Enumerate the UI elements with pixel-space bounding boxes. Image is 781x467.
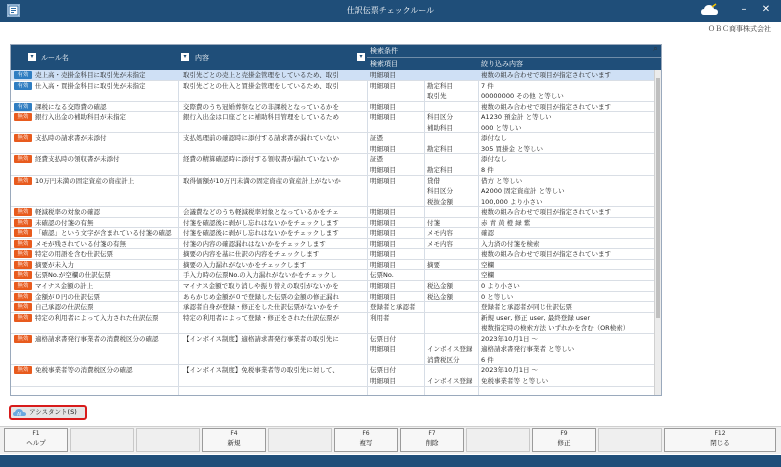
header-search-item[interactable]: 検索項目 [370,60,398,68]
filter-value-cell: 添付なし [481,134,507,143]
content-cell: 特定の利用者によって登録・修正をされた仕訳伝票が [183,313,339,322]
search-item-cell: 明細項目 [370,376,396,385]
content-cell: 支払処理前の確認時に添付する請求書が漏れていない [183,134,339,143]
search-subitem-cell [427,323,478,333]
search-subitem-cell: メモ内容 [427,229,453,238]
table-row[interactable] [11,334,654,366]
vertical-scrollbar[interactable] [654,70,661,396]
svg-text:AI: AI [17,412,22,418]
rule-name-cell: 未確認の付箋の有無 [35,218,94,227]
status-badge: 無効 [14,314,32,322]
fkey-copy-button[interactable] [334,428,398,452]
search-subitem-cell: 貸借 [427,176,440,185]
content-cell: 銀行入出金は口座ごとに補助科目管理をしているため [183,113,339,122]
search-subitem-cell: インボイス登録 [427,376,473,385]
rule-name-cell: 支払時の請求書が未添付 [35,134,107,143]
rule-name-cell: 銀行入出金の補助科目が未指定 [35,113,126,122]
company-name: ＯＢＣ商事株式会社 [708,25,771,33]
filter-value-cell: 空欄 [481,260,494,269]
search-item-cell: 明細項目 [370,71,396,79]
filter-value-cell: 8 件 [481,165,494,174]
fkey-number: F12 [714,430,726,437]
content-cell: 摘要の入力漏れがないかをチェックします [183,260,307,269]
search-item-cell: 明細項目 [370,345,396,354]
search-subitem-cell: 勘定科目 [427,144,453,153]
filter-value-cell: 入力済の付箋を検索 [481,239,540,248]
assistant-label: アシスタント(S) [29,408,77,416]
fkey-help-button[interactable] [4,428,68,452]
status-badge: 有効 [14,82,32,90]
fkey-number: F6 [362,430,370,437]
table-row[interactable] [11,133,654,154]
content-cell: 付箋を確認後に剥がし忘れはないかをチェックします [183,218,339,227]
ai-assistant-icon [13,408,27,418]
rule-name-cell: 特定の用語を含む仕訳伝票 [35,250,113,259]
filter-value-cell: 305 買掛金 と等しい [481,144,544,153]
status-badge: 無効 [14,134,32,142]
content-cell: 手入力時の伝票No.の入力漏れがないかをチェックし [183,271,337,280]
header-search-condition: 検索条件 [370,47,398,55]
search-item-cell: 明細項目 [370,239,396,248]
status-badge: 無効 [14,229,32,237]
search-subitem-cell [427,302,478,312]
search-item-cell: 明細項目 [370,208,396,217]
fkey-number: F7 [428,430,436,437]
filter-value-cell: A1230 預金計 と等しい [481,113,552,122]
search-item-cell: 証憑 [370,134,383,143]
grid-body [11,70,654,396]
rule-name-cell: 「確認」という文字が含まれている付箋の確認 [35,229,172,238]
status-badge: 無効 [14,303,32,311]
table-row[interactable] [11,313,654,334]
rule-name-cell: 売上高・売掛金科目に取引先が未指定 [35,71,146,79]
header-content[interactable]: 内容 [195,54,209,62]
filter-value-cell: 0 より小さい [481,282,520,290]
search-item-cell: 明細項目 [370,176,396,185]
filter-value-cell: 空欄 [481,271,494,280]
search-item-cell: 明細項目 [370,250,396,259]
filter-value-cell: 赤 青 黄 橙 緑 紫 [481,218,531,227]
window-title: 仕訳伝票チェックルール [346,6,435,15]
filter-value-cell: 複数の組み合わせで項目が指定されています [481,102,611,111]
search-item-cell: 明細項目 [370,218,396,227]
search-icon[interactable]: ⌕ [653,44,658,53]
fkey-number: F1 [32,430,40,437]
search-subitem-cell: 勘定科目 [427,165,453,174]
filter-value-cell: 2023年10月1日 ～ [481,334,539,343]
status-badge: 無効 [14,177,32,185]
header-rule-name[interactable]: ルール名 [41,54,69,62]
search-subitem-cell [427,313,478,323]
search-subitem-cell [427,154,478,164]
filter-value-cell: 登録者と承認者が同じ仕訳伝票 [481,303,572,312]
row-separator [11,386,654,387]
rule-name-cell: 経費支払時の領収書が未添付 [35,155,120,164]
search-item-cell [370,91,423,101]
status-badge: 無効 [14,335,32,343]
filter-value-cell: 複数の組み合わせで項目が指定されています [481,208,611,217]
content-cell: 取引先ごとの仕入と買掛金管理をしているため、取引 [183,81,339,90]
rule-grid [10,44,662,396]
rule-name-cell: 適格請求書発行事業者の消費税区分の確認 [35,334,159,343]
rule-name-filter-icon[interactable]: ▾ [28,53,36,61]
filter-value-cell: 新規 user, 修正 user, 最終登録 user [481,313,590,322]
filter-value-cell: 100,000 より小さい [481,197,543,206]
content-cell: 取引先ごとの売上と売掛金管理をしているため、取引 [183,71,339,79]
fkey-label: 閉じる [710,439,730,447]
search-subitem-cell [427,207,478,217]
fkey-f2-button [70,428,134,452]
fkey-f3-button [136,428,200,452]
filter-value-cell: 2023年10月1日 ～ [481,366,539,375]
search-subitem-cell: メモ内容 [427,239,453,248]
table-row[interactable] [11,112,654,133]
fkey-delete-button[interactable] [400,428,464,452]
status-badge: 無効 [14,366,32,374]
fkey-number: F9 [560,430,568,437]
content-cell: 【インボイス制度】適格請求書発行事業者の取引先に [183,334,339,343]
close-icon[interactable]: ✕ [761,4,771,15]
search-subitem-cell [427,270,478,280]
filter-value-cell: 7 件 [481,81,494,90]
bottom-bar [0,455,781,467]
search-item-cell: 明細項目 [370,229,396,238]
fkey-label: 新規 [227,439,241,447]
minimize-icon[interactable]: – [741,4,747,15]
content-filter-icon[interactable]: ▾ [181,53,189,61]
search-subitem-cell: 消費税区分 [427,355,460,364]
rule-name-cell: 特定の利用者によって入力された仕訳伝票 [35,313,159,322]
rule-name-cell: 仕入高・買掛金科目に取引先が未指定 [35,81,146,90]
search-item-cell: 証憑 [370,155,383,164]
content-cell: 摘要の内容を基に仕訳の内容をチェックします [183,250,320,259]
content-cell: 会議費などのうち軽減税率対象となっているかをチェ [183,208,339,217]
fkey-close-button[interactable] [664,428,776,452]
search-subitem-cell: インボイス登録 [427,345,473,354]
grid-header [11,45,661,70]
search-item-cell: 明細項目 [370,282,396,290]
status-badge: 無効 [14,271,32,279]
filter-value-cell: 添付なし [481,155,507,164]
filter-value-cell: 複数指定時の検索方法 いずれかを含む（OR検索） [481,324,630,333]
filter-value-cell: 000 と等しい [481,123,522,132]
fkey-label: 修正 [557,439,571,447]
search-item-cell: 明細項目 [370,113,396,122]
status-badge: 有効 [14,103,32,111]
table-row[interactable] [11,81,654,102]
cloud-icon [700,3,720,19]
table-row[interactable] [11,365,654,386]
search-subitem-cell: 科目区分 [427,113,453,122]
fkey-label: 削除 [425,439,439,447]
search-subitem-cell: 税込金額 [427,282,453,290]
content-cell: マイナス金額で取り消しや振り替えの取引がないかを [183,282,339,290]
rule-name-cell: 金額が０円の仕訳伝票 [35,292,100,301]
fkey-f8-button [466,428,530,452]
search-subitem-cell: 科目区分 [427,187,453,196]
status-badge: 無効 [14,250,32,258]
rule-name-cell: 伝票No.が空欄の仕訳伝票 [35,271,111,280]
search-item-cell: 伝票No. [370,271,394,280]
search-subitem-cell [427,102,478,112]
rule-name-cell: 摘要が未入力 [35,260,74,269]
content-cell: 経費の精算確認時に添付する領収書が漏れていないか [183,155,339,164]
status-badge: 無効 [14,113,32,121]
search-item-cell [370,197,423,207]
search-subitem-cell [427,249,478,259]
rule-name-cell: 軽減税率の対象の確認 [35,208,100,217]
content-cell: 取得価額が10万円未満の固定資産の資産計上がないか [183,176,341,185]
status-badge: 無効 [14,208,32,216]
content-cell: 交際費のうち冠婚葬祭などの非課税となっているかを [183,102,339,111]
content-cell: あらかじめ金額が０で登録した伝票の金額の修正漏れ [183,292,339,301]
fkey-label: 複写 [359,439,373,447]
search-subitem-cell: 税込金額 [427,292,453,301]
filter-value-cell: 0 と等しい [481,292,514,301]
fkey-new-button[interactable] [202,428,266,452]
search-item-cell: 伝票日付 [370,334,396,343]
rule-name-cell: 免税事業者等の消費税区分の確認 [35,366,133,375]
filter-value-cell: 00000000 その他 と等しい [481,92,564,101]
filter-value-cell: 借方 と等しい [481,176,523,185]
search-item-cell: 伝票日付 [370,366,396,375]
search-subitem-cell: 税抜金額 [427,197,453,206]
scrollbar-thumb[interactable] [656,78,660,318]
search-item-cell: 明細項目 [370,292,396,301]
fkey-edit-button[interactable] [532,428,596,452]
rule-name-cell: メモが残されている付箋の有無 [35,239,126,248]
filter-value-cell: 複数の組み合わせで項目が指定されています [481,71,611,79]
search-item-cell: 明細項目 [370,165,396,174]
fkey-label: ヘルプ [26,439,46,447]
search-condition-filter-icon[interactable]: ▾ [357,53,365,61]
content-cell: 承認者自身が登録・修正をした仕訳伝票がないかをチ [183,303,339,312]
header-filter-content[interactable]: 絞り込み内容 [481,60,523,68]
table-row[interactable] [11,154,654,175]
rule-name-cell: 10万円未満の固定資産の資産計上 [35,176,135,185]
assistant-button[interactable] [9,405,87,420]
filter-value-cell: A2000 固定資産計 と等しい [481,187,565,196]
status-badge: 有効 [14,71,32,79]
search-subitem-cell: 摘要 [427,260,440,269]
search-subitem-cell: 補助科目 [427,123,453,132]
search-subitem-cell [427,365,478,375]
status-badge: 無効 [14,282,32,290]
filter-value-cell: 確認 [481,229,494,238]
content-cell: 付箋を確認後に剥がし忘れはないかをチェックします [183,229,339,238]
filter-value-cell: 6 件 [481,355,494,364]
content-cell: 付箋の内容の確認漏れはないかをチェックします [183,239,326,248]
search-subitem-cell: 勘定科目 [427,81,453,90]
fkey-f5-button [268,428,332,452]
status-badge: 無効 [14,219,32,227]
rule-name-cell: マイナス金額の計上 [35,282,94,290]
filter-value-cell: 適格請求書発行事業者 と等しい [481,345,575,354]
status-badge: 無効 [14,240,32,248]
search-item-cell: 明細項目 [370,144,396,153]
search-item-cell: 利用者 [370,313,390,322]
search-item-cell [370,186,423,196]
search-item-cell: 明細項目 [370,260,396,269]
status-badge: 無効 [14,261,32,269]
rule-name-cell: 自己承認の仕訳伝票 [35,303,94,312]
filter-value-cell: 免税事業者等 と等しい [481,376,549,385]
search-item-cell: 明細項目 [370,102,396,111]
search-item-cell: 登録者と承認者 [370,303,416,312]
rule-name-cell: 課税になる交際費の確認 [35,102,107,111]
fkey-number: F4 [230,430,238,437]
search-subitem-cell [427,70,478,80]
search-subitem-cell [427,334,478,344]
content-cell: 【インボイス制度】免税事業者等の取引先に対して、 [183,366,339,375]
search-subitem-cell: 取引先 [427,92,447,101]
status-badge: 無効 [14,293,32,301]
search-item-cell [370,355,423,365]
search-subitem-cell: 付箋 [427,218,440,227]
search-item-cell [370,323,423,333]
search-item-cell: 明細項目 [370,81,396,90]
search-item-cell [370,123,423,133]
table-row[interactable] [11,176,654,208]
filter-value-cell: 複数の組み合わせで項目が指定されています [481,250,611,259]
fkey-f10-button [598,428,662,452]
status-badge: 無効 [14,155,32,163]
search-subitem-cell [427,133,478,143]
